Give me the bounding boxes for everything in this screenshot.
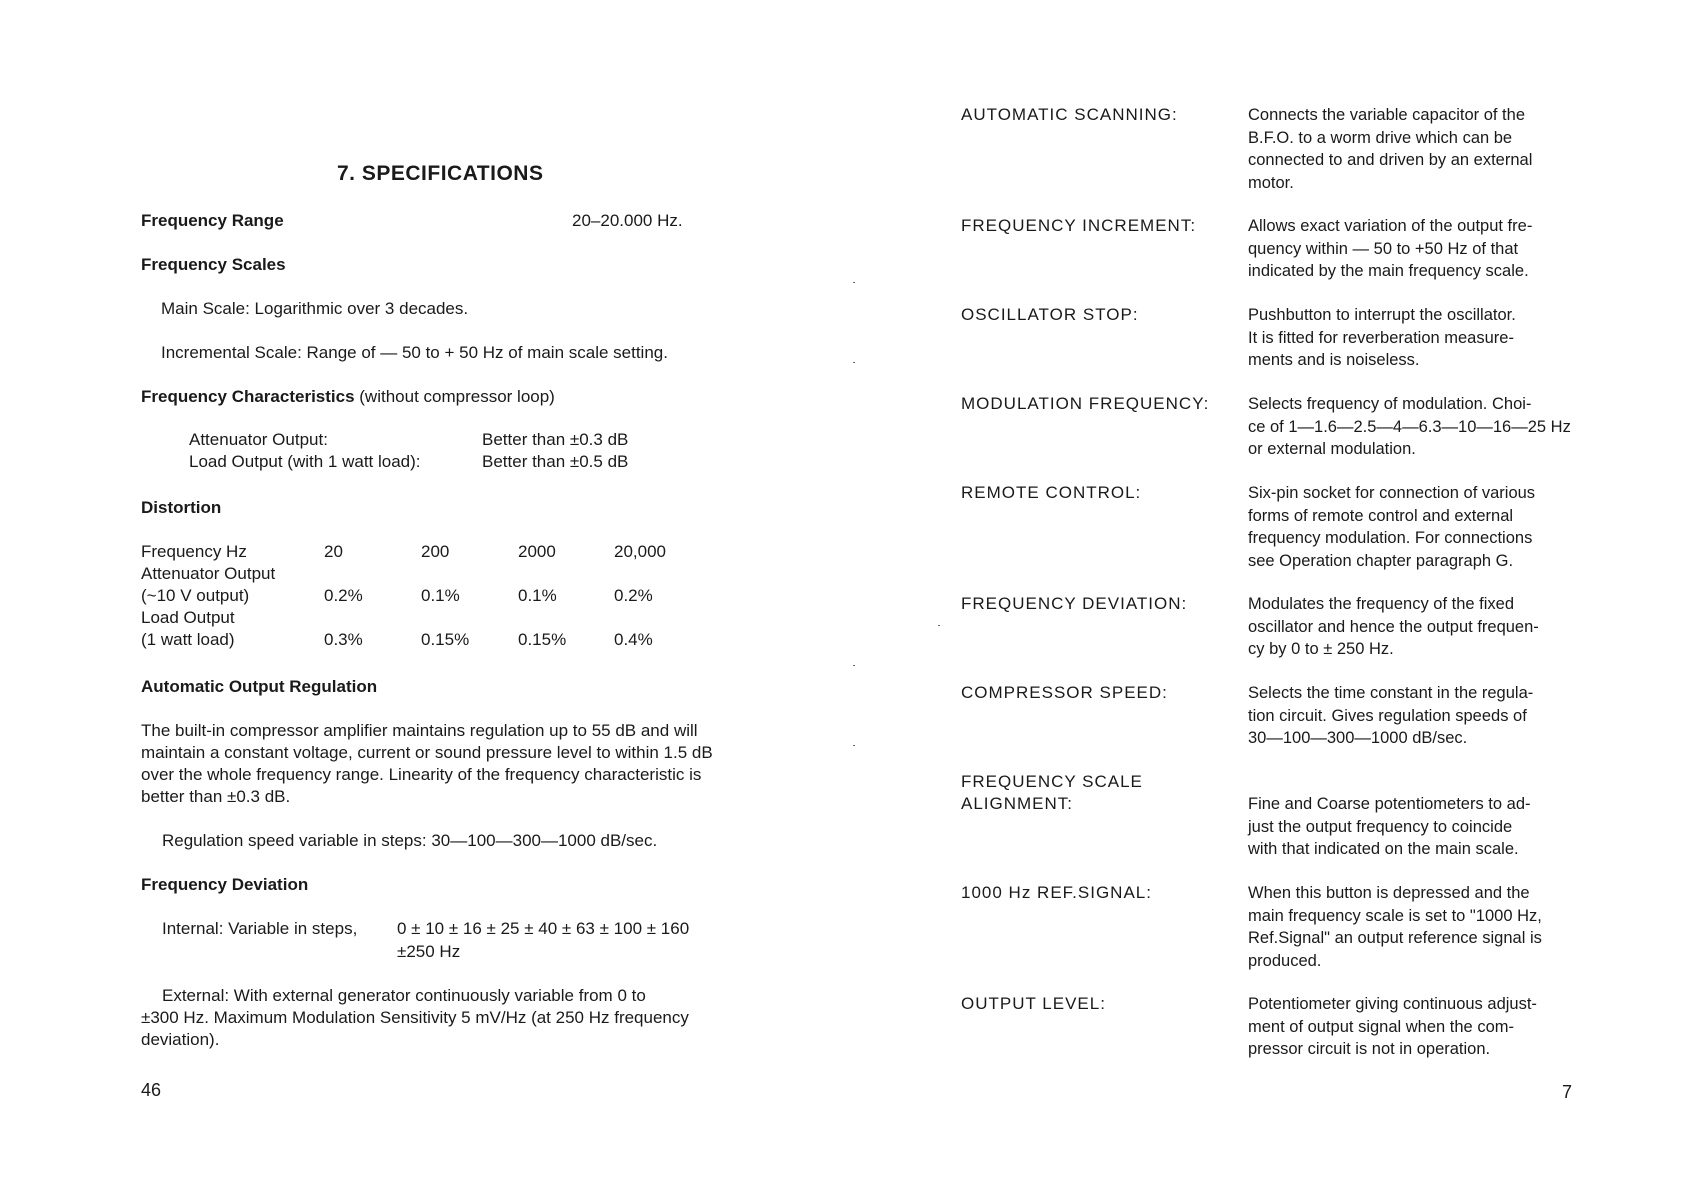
spec-description: Connects the variable capacitor of the B.F.O. to a worm drive which can be connected to and driven by an external motor. <box>1248 106 1533 192</box>
deviation-label: Frequency Deviation <box>141 875 309 894</box>
spec-label: MODULATION FREQUENCY: <box>961 394 1210 413</box>
spec-description: Selects the time constant in the regula- tion circuit. Gives regulation speeds of 30—100—300—1000 dB/sec. <box>1248 684 1534 747</box>
incremental-scale-text: Incremental Scale: Range of — 50 to + 50 Hz of main scale setting. <box>161 343 668 362</box>
regulation-line: better than ±0.3 dB. <box>141 787 291 806</box>
table-cell: 0.1% <box>518 586 557 605</box>
spec-description: Allows exact variation of the output fre- quency within — 50 to +50 Hz of that indicated by the main frequency scale. <box>1248 217 1533 280</box>
regulation-label: Automatic Output Regulation <box>141 677 378 696</box>
regulation-speed: Regulation speed variable in steps: 30—100—300—1000 dB/sec. <box>162 831 658 850</box>
load-output-value: Better than ±0.5 dB <box>482 452 629 471</box>
table-header-cell: 20 <box>324 542 343 561</box>
table-row-label: Attenuator Output <box>141 564 276 583</box>
freq-char-qualifier: (without compressor loop) <box>354 387 555 406</box>
spec-label: OSCILLATOR STOP: <box>961 305 1139 324</box>
distortion-label: Distortion <box>141 498 222 517</box>
regulation-line: The built-in compressor amplifier maintains regulation up to 55 dB and will <box>141 721 698 740</box>
spec-label: OUTPUT LEVEL: <box>961 994 1106 1013</box>
freq-scales-label: Frequency Scales <box>141 255 286 274</box>
spec-description: Fine and Coarse potentiometers to ad- just the output frequency to coincide with that indicated on the main scale. <box>1248 795 1531 858</box>
page-number-left: 46 <box>141 1080 162 1100</box>
spec-label: FREQUENCY SCALE <box>961 772 1143 791</box>
section-heading: 7. SPECIFICATIONS <box>337 162 544 185</box>
spec-description: Pushbutton to interrupt the oscillator. It is fitted for reverberation measure- ments and is noiseless. <box>1248 306 1516 369</box>
table-row-label: (~10 V output) <box>141 586 250 605</box>
external-deviation-line: deviation). <box>141 1030 220 1049</box>
freq-char-heading <box>141 386 555 408</box>
table-cell: 0.4% <box>614 630 653 649</box>
scan-speck <box>853 745 855 746</box>
table-row-label: Load Output <box>141 608 235 627</box>
spec-label: 1000 Hz REF.SIGNAL: <box>961 883 1152 902</box>
spec-label: REMOTE CONTROL: <box>961 483 1142 502</box>
spec-label: FREQUENCY DEVIATION: <box>961 594 1188 613</box>
attenuator-output-value: Better than ±0.3 dB <box>482 430 629 449</box>
table-cell: 0.2% <box>324 586 363 605</box>
table-header-label: Frequency Hz <box>141 542 247 561</box>
spec-description: When this button is depressed and the main frequency scale is set to "1000 Hz, Ref.Signal" an output reference signal is produced. <box>1248 884 1542 970</box>
scan-speck <box>853 665 855 666</box>
load-output-label: Load Output (with 1 watt load): <box>189 452 421 471</box>
table-cell: 0.15% <box>421 630 470 649</box>
spec-label: COMPRESSOR SPEED: <box>961 683 1168 702</box>
internal-deviation-label: Internal: Variable in steps, <box>162 919 358 938</box>
regulation-line: over the whole frequency range. Linearity of the frequency characteristic is <box>141 765 702 784</box>
attenuator-output-label: Attenuator Output: <box>189 430 328 449</box>
regulation-line: maintain a constant voltage, current or sound pressure level to within 1.5 dB <box>141 743 713 762</box>
scan-speck <box>938 625 940 626</box>
spec-label: AUTOMATIC SCANNING: <box>961 105 1178 124</box>
page-number-right: 7 <box>1562 1082 1573 1102</box>
table-cell: 0.2% <box>614 586 653 605</box>
spec-description: Potentiometer giving continuous adjust- ment of output signal when the com- pressor circuit is not in operation. <box>1248 995 1537 1058</box>
table-header-cell: 20,000 <box>614 542 666 561</box>
spec-description: Modulates the frequency of the fixed oscillator and hence the output frequen- cy by 0 to ± 250 Hz. <box>1248 595 1539 658</box>
table-header-cell: 200 <box>421 542 450 561</box>
table-cell: 0.15% <box>518 630 567 649</box>
internal-deviation-steps-cont: ±250 Hz <box>397 942 461 961</box>
table-row-label: (1 watt load) <box>141 630 235 649</box>
main-scale-text: Main Scale: Logarithmic over 3 decades. <box>161 299 469 318</box>
spec-description: Six-pin socket for connection of various forms of remote control and external frequency modulation. For connections see Operation chapter paragraph G. <box>1248 484 1536 570</box>
scan-speck <box>853 282 855 283</box>
spec-label-cont: ALIGNMENT: <box>961 794 1074 813</box>
freq-range-value: 20–20.000 Hz. <box>572 211 683 230</box>
freq-char-label: Frequency Characteristics <box>141 387 355 406</box>
freq-range-label: Frequency Range <box>141 211 284 230</box>
spec-label: FREQUENCY INCREMENT: <box>961 216 1197 235</box>
internal-deviation-steps: 0 ± 10 ± 16 ± 25 ± 40 ± 63 ± 100 ± 160 <box>397 919 690 938</box>
spec-description: Selects frequency of modulation. Choi- ce of 1—1.6—2.5—4—6.3—10—16—25 Hz or external modulation. <box>1248 395 1571 458</box>
scan-speck <box>853 362 855 363</box>
external-deviation-line: ±300 Hz. Maximum Modulation Sensitivity 5 mV/Hz (at 250 Hz frequency <box>141 1008 689 1027</box>
table-cell: 0.3% <box>324 630 363 649</box>
table-header-cell: 2000 <box>518 542 556 561</box>
external-deviation-line: External: With external generator continuously variable from 0 to <box>162 986 646 1005</box>
table-cell: 0.1% <box>421 586 460 605</box>
